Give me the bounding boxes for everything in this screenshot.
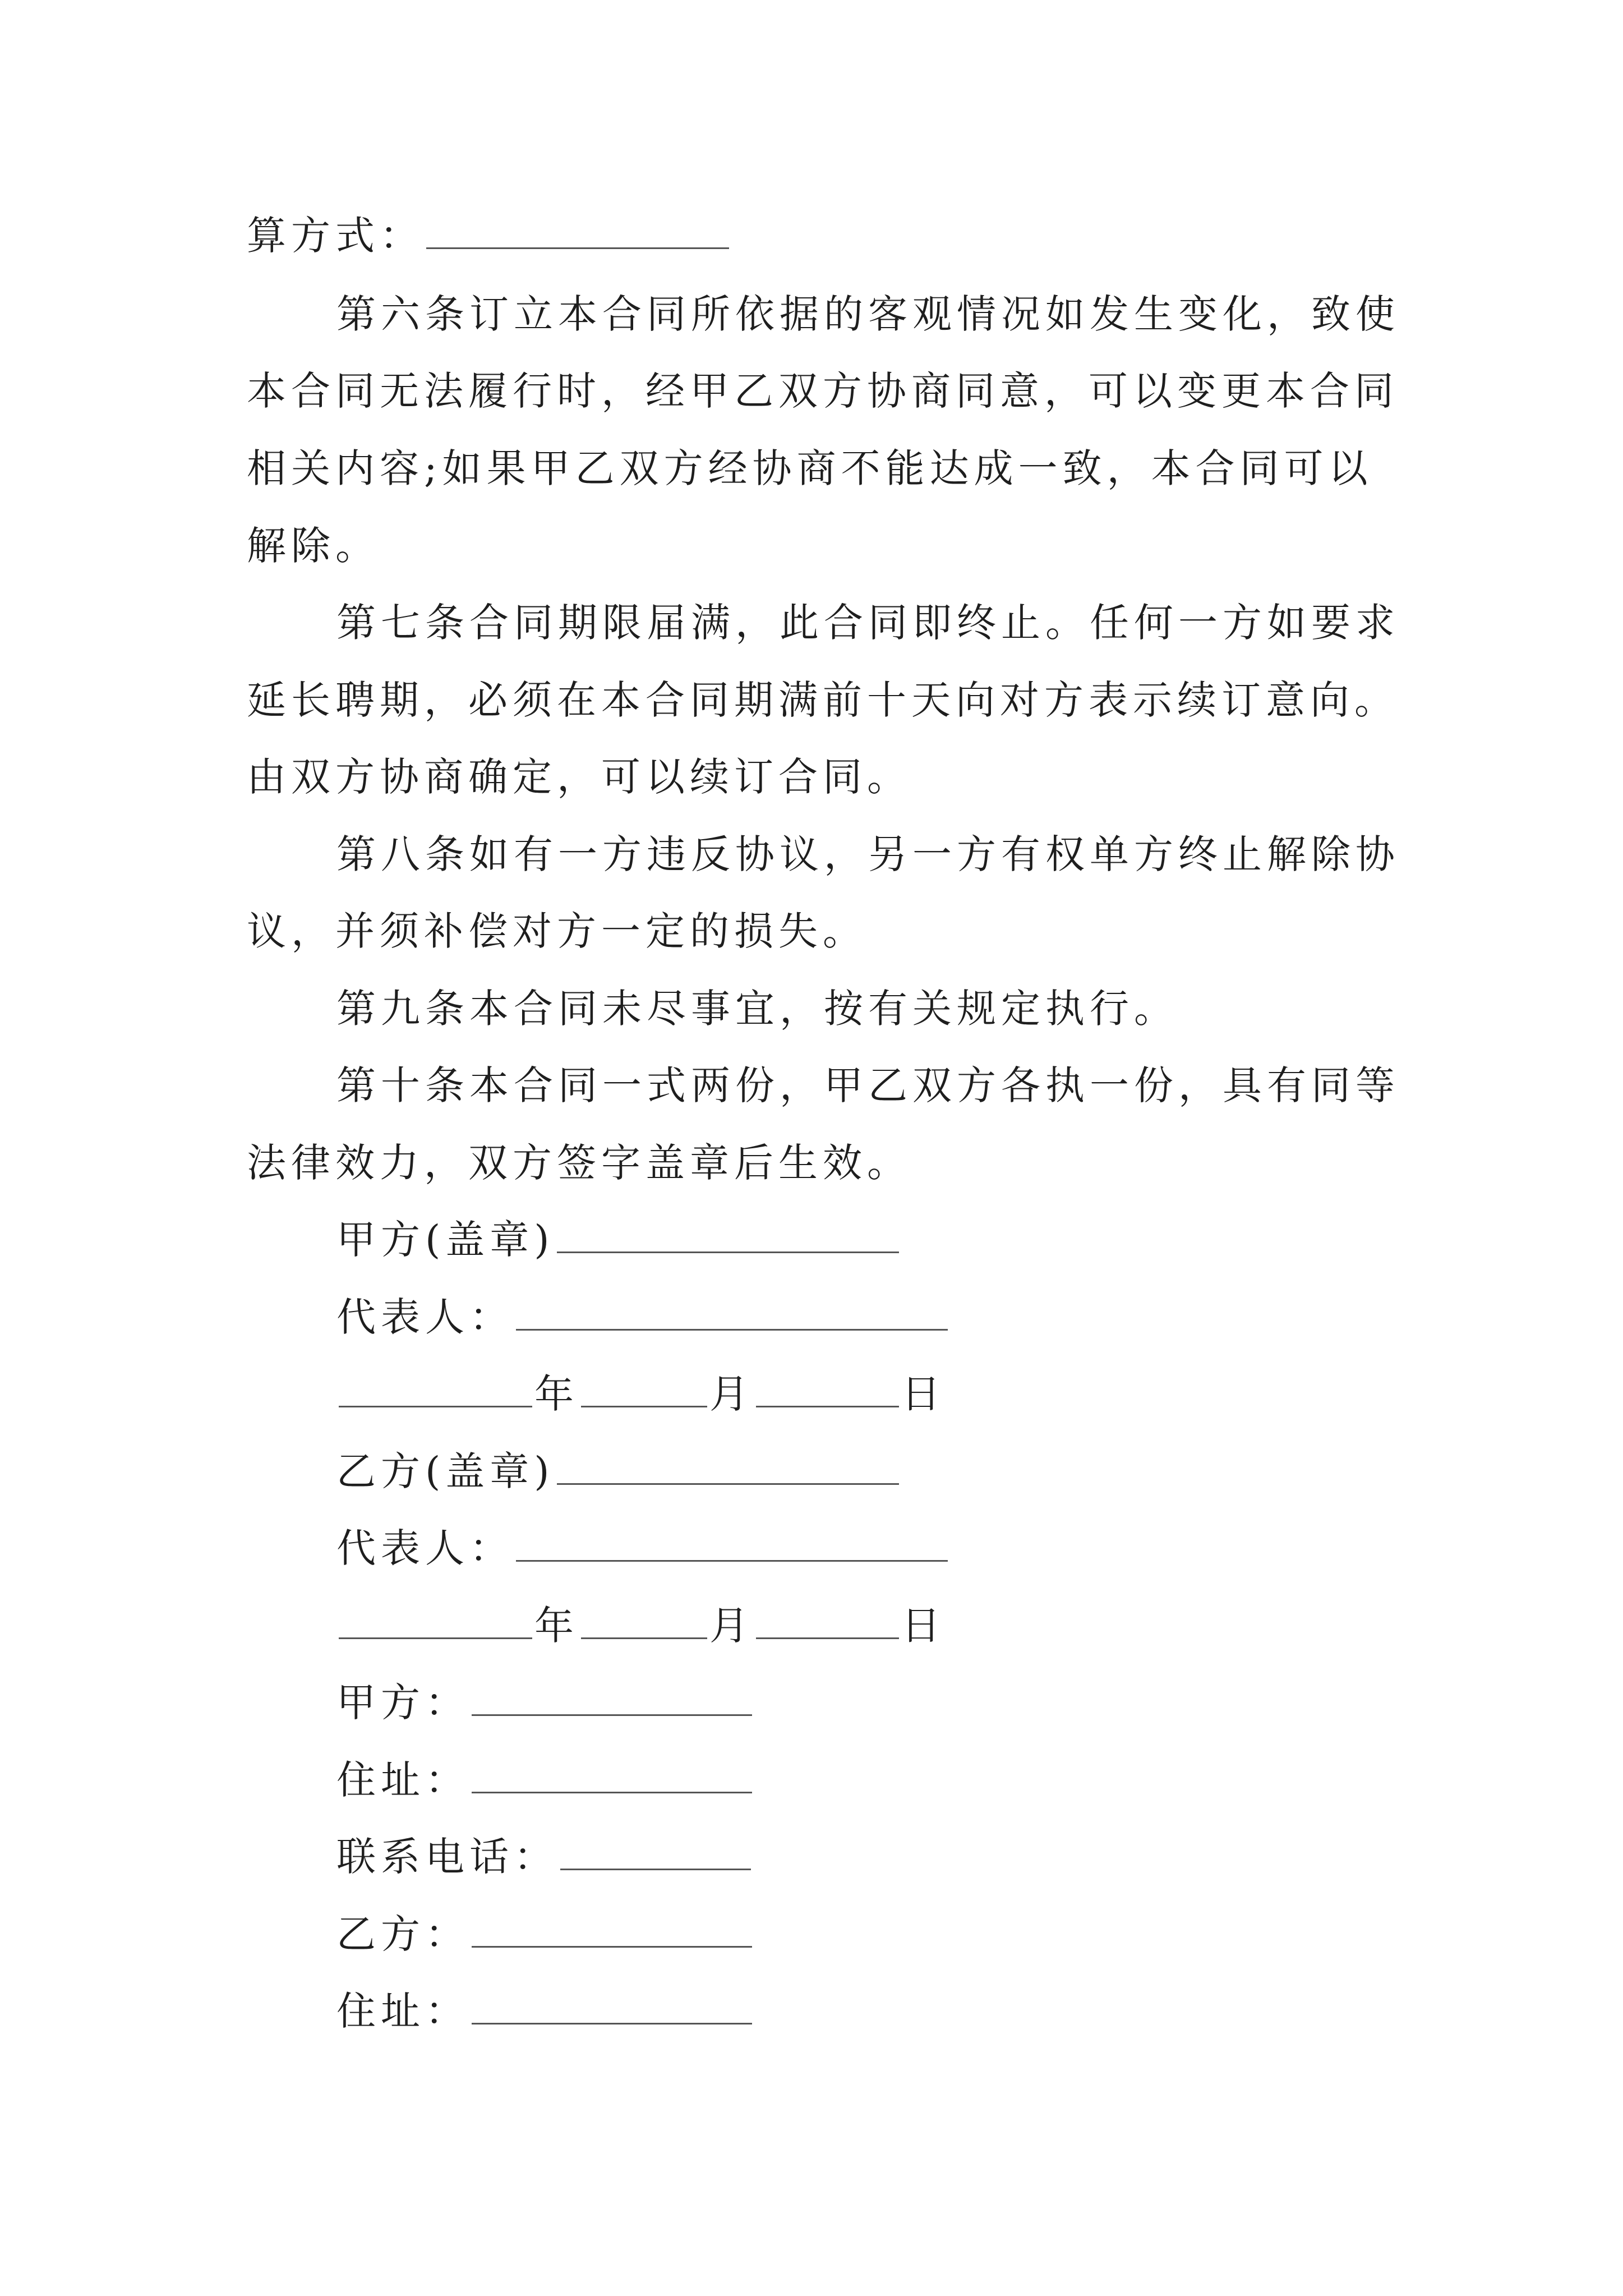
settlement-method-blank[interactable] bbox=[426, 214, 729, 249]
party-a-year-label: 年 bbox=[534, 1371, 579, 1417]
party-b-year-blank[interactable] bbox=[339, 1604, 532, 1639]
party-b-name-line bbox=[336, 1909, 754, 1959]
party-b-name-label: 乙方： bbox=[336, 1911, 469, 1957]
party-b-year-label: 年 bbox=[534, 1603, 579, 1649]
party-b-seal-blank[interactable] bbox=[557, 1450, 899, 1485]
clause-9-line-1: 第九条本合同未尽事宜，按有关规定执行。 bbox=[336, 986, 1178, 1032]
party-a-phone-label: 联系电话： bbox=[336, 1834, 558, 1880]
party-b-name-blank[interactable] bbox=[472, 1912, 752, 1948]
party-a-address-line bbox=[336, 1755, 754, 1805]
party-a-name-line bbox=[336, 1677, 754, 1728]
party-a-address-label: 住址： bbox=[336, 1757, 469, 1803]
clause-6-line-2: 本合同无法履行时，经甲乙双方协商同意，可以变更本合同 bbox=[247, 368, 1399, 414]
party-a-seal-line bbox=[336, 1214, 901, 1265]
party-a-day-label: 日 bbox=[901, 1371, 946, 1417]
party-a-seal-blank[interactable] bbox=[557, 1218, 899, 1253]
party-a-date-line bbox=[336, 1369, 946, 1419]
party-b-address-label: 住址： bbox=[336, 1988, 469, 2034]
party-a-month-blank[interactable] bbox=[581, 1372, 707, 1407]
party-a-rep-label: 代表人： bbox=[336, 1294, 514, 1340]
clause-6-line-1: 第六条订立本合同所依据的客观情况如发生变化，致使 bbox=[336, 291, 1400, 337]
party-a-phone-line bbox=[336, 1832, 753, 1882]
clause-10-line-2: 法律效力，双方签字盖章后生效。 bbox=[247, 1140, 911, 1186]
party-b-address-blank[interactable] bbox=[472, 1989, 752, 2024]
party-b-rep-blank[interactable] bbox=[516, 1526, 948, 1562]
clause-6-line-4: 解除。 bbox=[247, 523, 380, 569]
party-b-date-line bbox=[336, 1600, 946, 1651]
party-b-month-label: 月 bbox=[709, 1603, 754, 1649]
clause-7-line-2: 延长聘期，必须在本合同期满前十天向对方表示续订意向。 bbox=[247, 677, 1399, 723]
party-a-address-blank[interactable] bbox=[472, 1758, 752, 1793]
party-a-phone-blank[interactable] bbox=[560, 1835, 751, 1870]
party-a-month-label: 月 bbox=[709, 1371, 754, 1417]
clause-10-line-1: 第十条本合同一式两份，甲乙双方各执一份，具有同等 bbox=[336, 1062, 1400, 1108]
party-b-seal-line bbox=[336, 1446, 901, 1497]
party-b-address-line bbox=[336, 1986, 754, 2036]
settlement-method-label: 算方式： bbox=[247, 213, 424, 259]
party-b-day-label: 日 bbox=[901, 1603, 946, 1649]
party-a-day-blank[interactable] bbox=[756, 1372, 899, 1407]
clause-6-line-3: 相关内容;如果甲乙双方经协商不能达成一致，本合同可以 bbox=[247, 445, 1373, 491]
party-a-name-blank[interactable] bbox=[472, 1681, 752, 1716]
party-b-seal-label: 乙方(盖章) bbox=[336, 1448, 555, 1494]
settlement-method-line bbox=[247, 210, 731, 261]
party-a-rep-blank[interactable] bbox=[516, 1295, 948, 1331]
party-b-month-blank[interactable] bbox=[581, 1604, 707, 1639]
clause-7-line-3: 由双方协商确定，可以续订合同。 bbox=[247, 754, 911, 800]
party-a-year-blank[interactable] bbox=[339, 1372, 532, 1407]
party-a-rep-line bbox=[336, 1292, 950, 1342]
party-a-seal-label: 甲方(盖章) bbox=[336, 1217, 555, 1263]
party-a-name-label: 甲方： bbox=[336, 1680, 469, 1726]
clause-8-line-2: 议，并须补偿对方一定的损失。 bbox=[247, 908, 867, 954]
clause-7-line-1: 第七条合同期限届满，此合同即终止。任何一方如要求 bbox=[336, 600, 1400, 646]
party-b-rep-line bbox=[336, 1523, 950, 1573]
clause-8-line-1: 第八条如有一方违反协议，另一方有权单方终止解除协 bbox=[336, 831, 1400, 877]
party-b-day-blank[interactable] bbox=[756, 1604, 899, 1639]
party-b-rep-label: 代表人： bbox=[336, 1525, 514, 1571]
